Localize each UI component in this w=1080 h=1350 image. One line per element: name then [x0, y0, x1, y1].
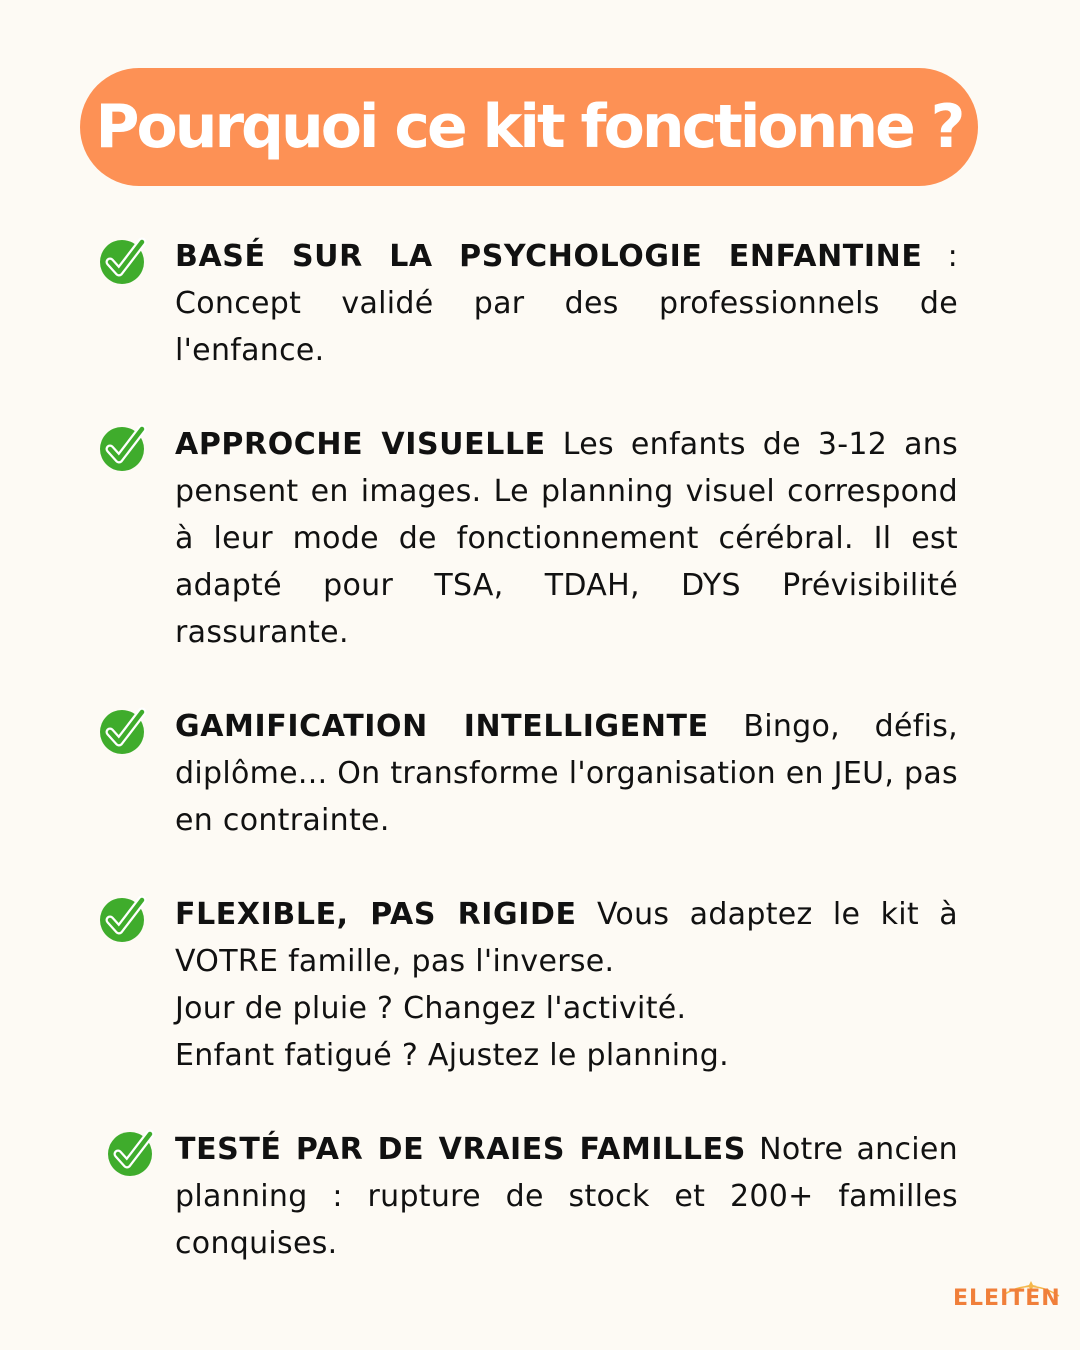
list-item-text — [175, 233, 958, 374]
item-heading: FLEXIBLE, PAS RIGIDE — [175, 897, 577, 932]
item-heading: TESTÉ PAR DE VRAIES FAMILLES — [175, 1132, 746, 1167]
item-heading: BASÉ SUR LA PSYCHOLOGIE ENFANTINE — [175, 239, 923, 274]
item-body: Bingo, défis, diplôme... On transforme l'organisation en JEU, pas en contrainte. — [175, 709, 958, 838]
check-icon — [106, 1128, 156, 1178]
item-heading: APPROCHE VISUELLE — [175, 427, 546, 462]
item-extra-line: Jour de pluie ? Changez l'activité. — [175, 991, 687, 1026]
list-item-text — [175, 703, 958, 844]
item-heading: GAMIFICATION INTELLIGENTE — [175, 709, 709, 744]
item-extra-line: Enfant fatigué ? Ajustez le planning. — [175, 1038, 729, 1073]
title-banner — [80, 68, 978, 186]
item-body: Vous adaptez le kit à VOTRE famille, pas l'inverse. — [175, 897, 958, 979]
list-item-text — [175, 1126, 958, 1267]
item-body: Les enfants de 3-12 ans pensent en images. Le planning visuel correspond à leur mode de fonctionnement cérébral. Il est adapté pour TSA, TDAH, DYS Prévisibilité rassurante. — [175, 427, 959, 650]
check-icon — [98, 236, 148, 286]
check-icon — [98, 706, 148, 756]
check-icon — [98, 423, 148, 473]
list-item-text — [175, 891, 958, 1079]
page-title: Pourquoi ce kit fonctionne ? — [95, 92, 963, 162]
check-icon — [98, 894, 148, 944]
logo-text: ELEITEN — [953, 1286, 1061, 1311]
item-body: : Concept validé par des professionnels de l'enfance. — [175, 239, 958, 368]
list-item-text — [175, 421, 958, 656]
item-body: Notre ancien planning : rupture de stock et 200+ familles conquises. — [175, 1132, 958, 1261]
brand-logo — [951, 1280, 1066, 1320]
